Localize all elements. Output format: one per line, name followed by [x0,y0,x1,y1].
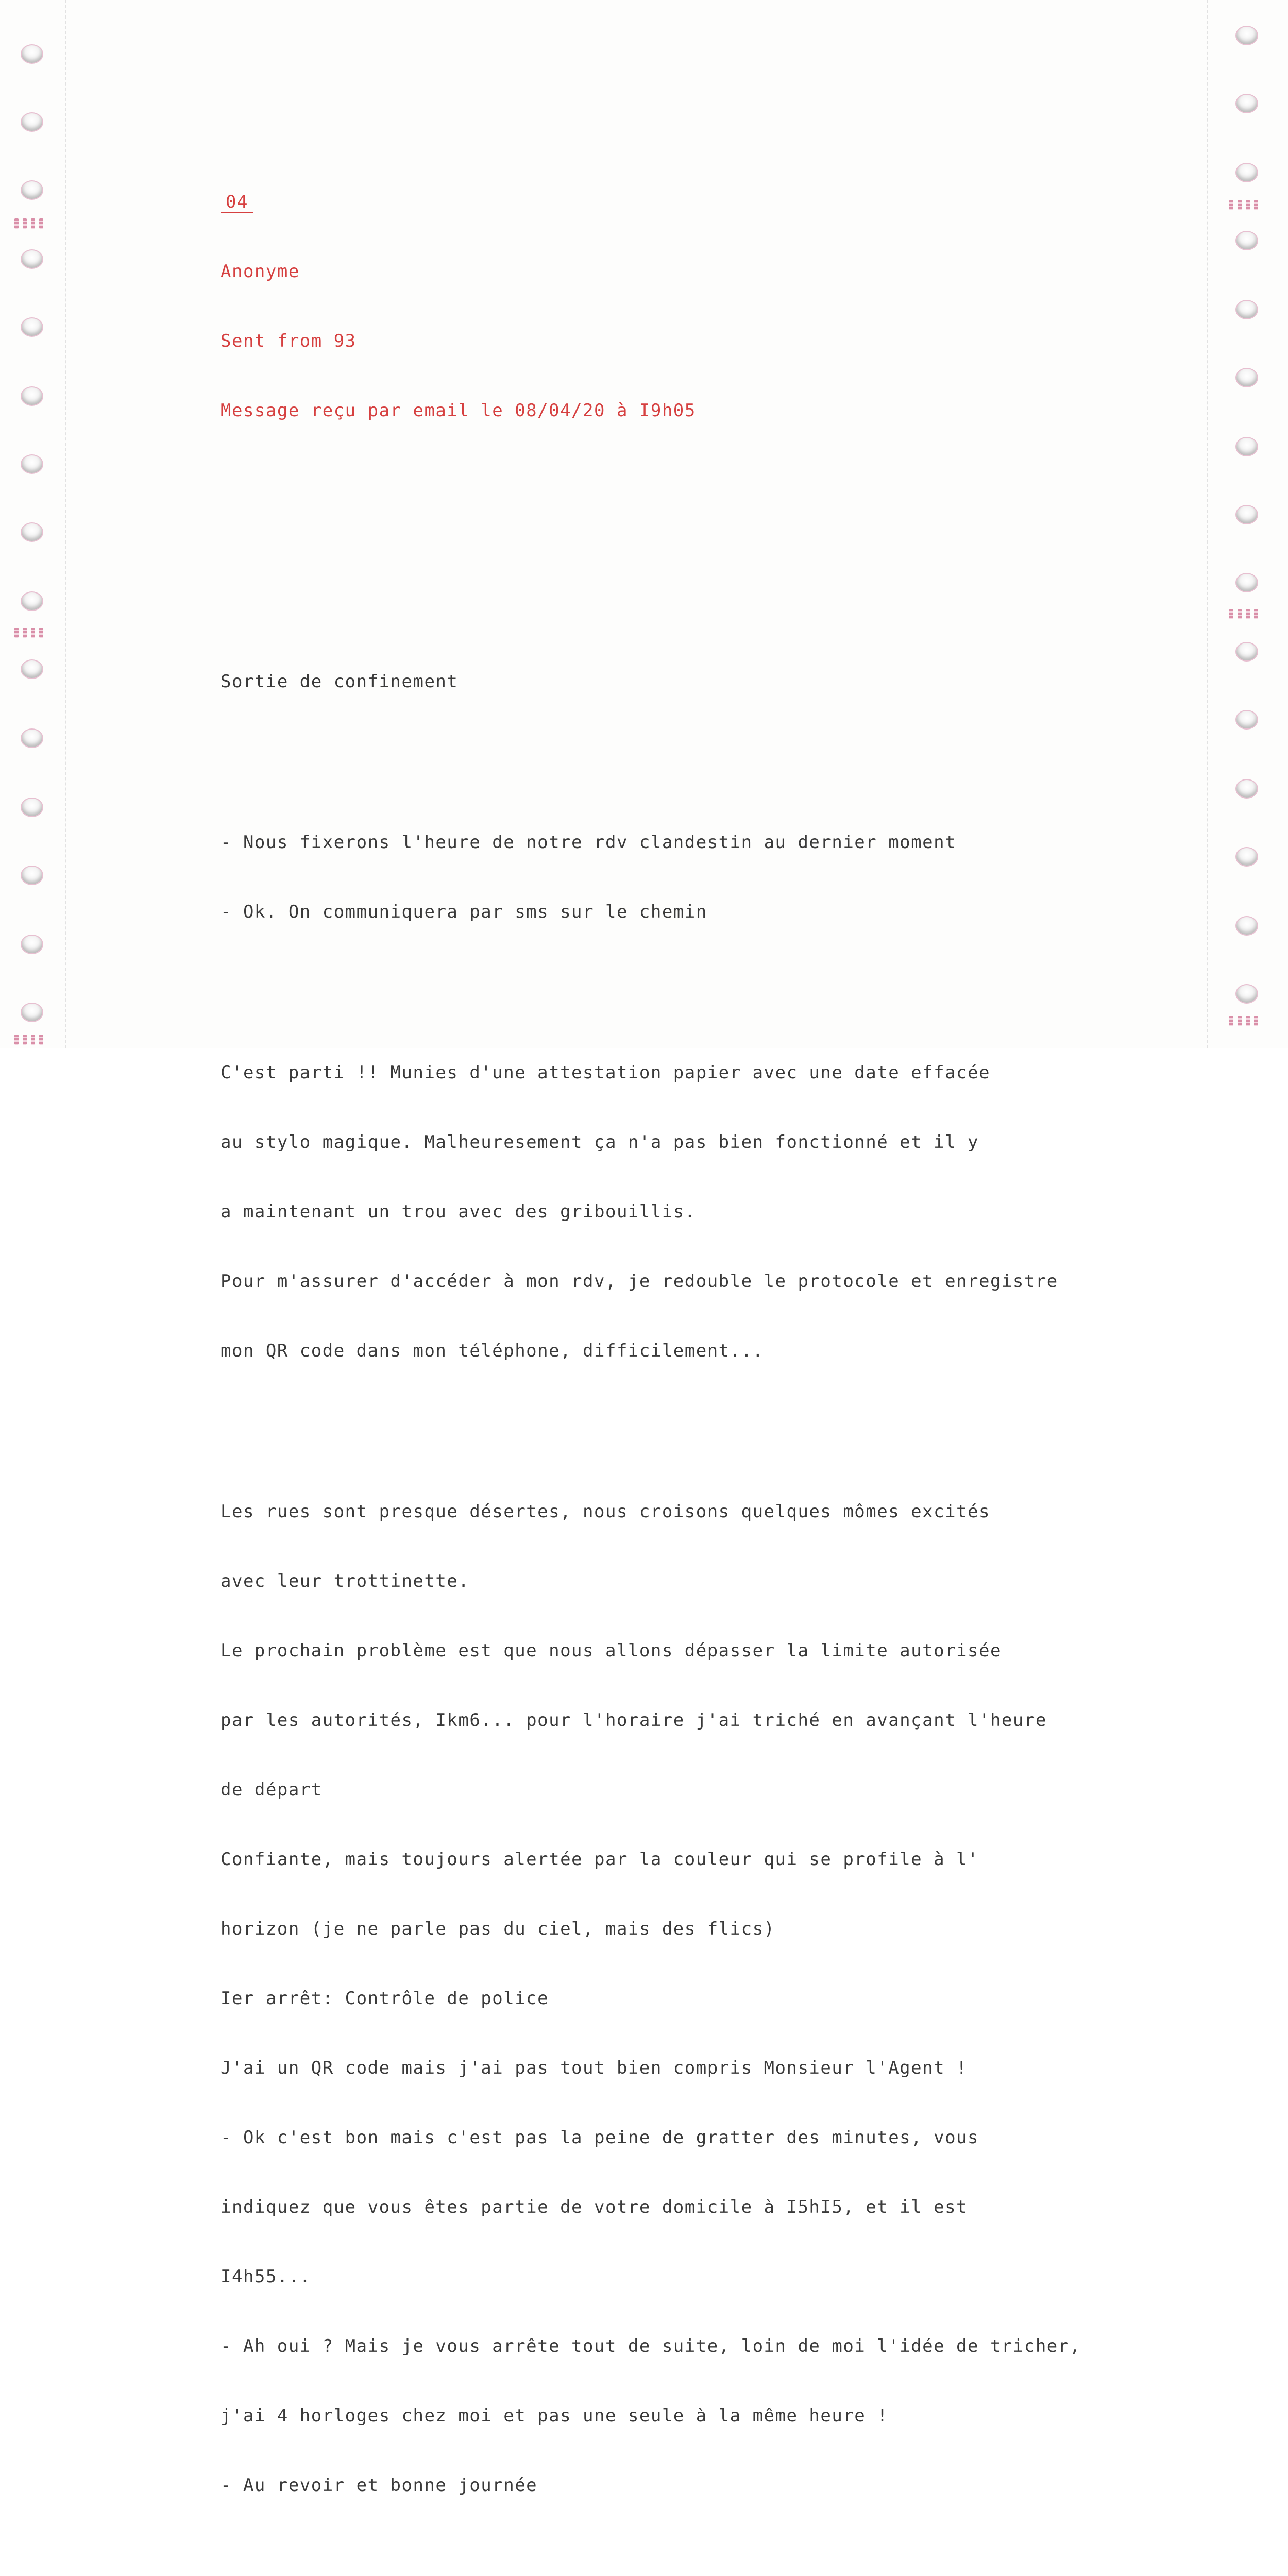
feed-hole [1235,300,1258,319]
letter-content [221,98,1107,2576]
feed-hole [1235,26,1258,45]
perforation-marks [14,1035,50,1045]
feed-hole [21,317,43,337]
feed-hole [21,180,43,200]
text-line: horizon (je ne parle pas du ciel, mais des flics) [221,1919,775,1939]
feed-hole [21,798,43,817]
text-line: Confiante, mais toujours alertée par la couleur qui se profile à l' [221,1849,979,1870]
letter-header [221,144,1107,469]
dialogue-line: - Nous fixerons l'heure de notre rdv clandestin au dernier moment [221,832,957,853]
text-line: Ier arrêt: Contrôle de police [221,1988,549,2009]
letter-body [221,624,1107,2576]
text-line: par les autorités, Ikm6... pour l'horaire j'ai triché en avançant l'heure [221,1710,1047,1731]
right-perforation-line [1207,0,1208,1048]
feed-hole [1235,368,1258,387]
letter-title: Sortie de confinement [221,671,459,692]
feed-hole [21,249,43,269]
paragraph-gap [221,2544,1107,2565]
feed-hole [1235,163,1258,182]
text-line: indiquez que vous êtes partie de votre domicile à I5hI5, et il est [221,2197,968,2217]
text-line: avec leur trottinette. [221,1571,470,1591]
perforation-marks [14,628,50,638]
text-line: au stylo magique. Malheuresement ça n'a pas bien fonctionné et il y [221,1132,979,1153]
paragraph-gap [221,1409,1107,1431]
feed-hole [21,866,43,885]
feed-hole [21,659,43,679]
feed-hole [1235,642,1258,662]
feed-hole [1235,231,1258,250]
text-line: mon QR code dans mon téléphone, difficilement... [221,1341,764,1361]
feed-hole [1235,437,1258,456]
text-line: - Au revoir et bonne journée [221,2475,538,2496]
feed-hole [21,591,43,611]
text-line: de départ [221,1780,323,1800]
perforation-marks [14,218,50,229]
feed-hole [21,1003,43,1022]
left-perforation-line [65,0,66,1048]
perforation-marks [1229,200,1265,210]
feed-hole [1235,847,1258,867]
feed-hole [1235,916,1258,936]
feed-hole [1235,573,1258,592]
feed-hole [1235,779,1258,799]
text-line: C'est parti !! Munies d'une attestation papier avec une date effacée [221,1062,990,1083]
feed-hole [21,935,43,954]
paragraph-gap [221,970,1107,992]
text-line: Le prochain problème est que nous allons dépasser la limite autorisée [221,1640,1002,1661]
text-line: Les rues sont presque désertes, nous croisons quelques mômes excités [221,1501,990,1522]
perforation-marks [1229,609,1265,619]
entry-number-line [221,191,1107,214]
feed-hole [21,386,43,406]
entry-number: 04 [221,192,253,213]
feed-hole [1235,710,1258,730]
feed-hole [1235,505,1258,524]
received-line: Message reçu par email le 08/04/20 à I9h05 [221,400,696,421]
feed-hole [21,112,43,132]
right-tractor-strip [1216,0,1278,1048]
feed-hole [1235,984,1258,1004]
feed-hole [21,44,43,64]
perforation-marks [1229,1016,1265,1026]
paragraph-gap [221,740,1107,761]
author-line: Anonyme [221,261,300,282]
dialogue-line: - Ok. On communiquera par sms sur le chemin [221,902,707,922]
text-line: a maintenant un trou avec des gribouillis. [221,1201,696,1222]
left-tractor-strip [0,0,62,1048]
text-line: - Ah oui ? Mais je vous arrête tout de suite, loin de moi l'idée de tricher, [221,2336,1081,2357]
text-line: Pour m'assurer d'accéder à mon rdv, je redouble le protocole et enregistre [221,1271,1058,1292]
text-line: I4h55... [221,2266,311,2287]
feed-hole [21,728,43,748]
feed-hole [1235,94,1258,113]
text-line: j'ai 4 horloges chez moi et pas une seule à la même heure ! [221,2405,889,2426]
text-line: - Ok c'est bon mais c'est pas la peine de gratter des minutes, vous [221,2127,979,2148]
origin-line: Sent from 93 [221,331,357,351]
feed-hole [21,454,43,474]
text-line: J'ai un QR code mais j'ai pas tout bien compris Monsieur l'Agent ! [221,2058,968,2078]
feed-hole [21,522,43,542]
